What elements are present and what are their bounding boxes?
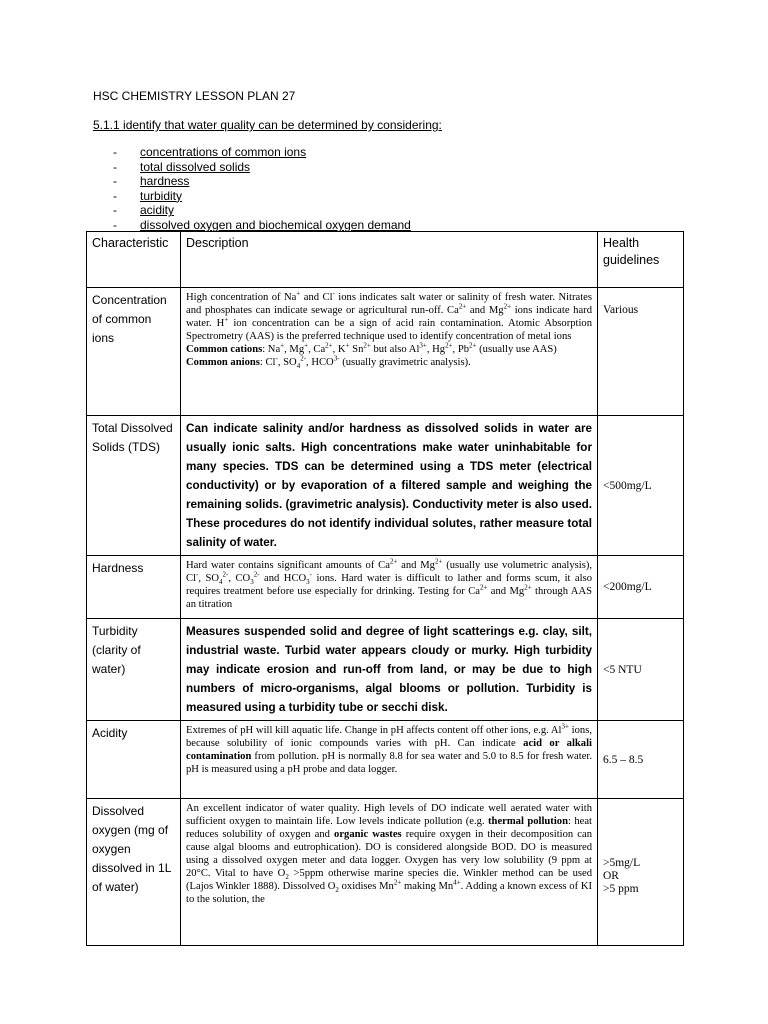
row-characteristic: Total Dissolved Solids (TDS) bbox=[87, 416, 181, 556]
table-row bbox=[87, 556, 684, 619]
row-characteristic: Dissolved oxygen (mg of oxygen dissolved in 1L of water) bbox=[87, 799, 181, 946]
section-heading: 5.1.1 identify that water quality can be determined by considering: bbox=[93, 118, 442, 132]
row-guideline: <200mg/L bbox=[598, 556, 684, 619]
row-characteristic: Turbidity (clarity of water) bbox=[87, 619, 181, 721]
row-description: Measures suspended solid and degree of light scatterings e.g. clay, silt, industrial waste. Turbid water appears cloudy or murky. High turbidity may indicate erosion and run-off from land, or may be due to high numbers of micro-organisms, algal blooms or pollution. Turbidity is measured using a turbidity tube or secchi disk. bbox=[181, 619, 598, 721]
table-row bbox=[87, 619, 684, 721]
table-row bbox=[87, 799, 684, 946]
row-characteristic: Acidity bbox=[87, 721, 181, 799]
list-item: - acidity bbox=[113, 203, 175, 218]
row-description: Extremes of pH will kill aquatic life. Change in pH affects content off other ions, e.g. $Al^{3+}$ ions, because solubility of ionic compounds varies with pH. Can indicate acid or alkali contamination from pollution. pH is normally 8.8 for sea water and 5.0 to 8.5 for fresh water. pH is measured using a pH probe and data logger. bbox=[181, 721, 598, 799]
row-guideline: <5 NTU bbox=[598, 619, 684, 721]
table-row bbox=[87, 416, 684, 556]
table-header-row bbox=[87, 232, 684, 288]
header-characteristic: Characteristic bbox=[87, 232, 181, 288]
list-item: - dissolved oxygen and biochemical oxygen demand bbox=[113, 217, 411, 232]
row-guideline: Various bbox=[598, 288, 684, 416]
row-characteristic: Hardness bbox=[87, 556, 181, 619]
criteria-list bbox=[113, 145, 411, 233]
row-guideline: >5mg/L OR >5 ppm bbox=[598, 799, 684, 946]
table-row bbox=[87, 288, 684, 416]
list-item: - hardness bbox=[113, 174, 190, 189]
table-row bbox=[87, 721, 684, 799]
row-guideline: 6.5 – 8.5 bbox=[598, 721, 684, 799]
row-description: High concentration of Na+ and Cl- ions indicates salt water or salinity of fresh water. Nitrates and phosphates can indicate sewage or agricultural run-off. $Ca^{2+}$ and $Mg^{2+}$ ions indicate hard water. H+ ion concentration can be a sign of acid rain contamination. Atomic Absorption Spectrometry (AAS) is the preferred technique used to identify concentration of metal ions Common cations: Na+, Mg+, $Ca^{2+}$, K+ $Sn^{2+}$ but also $Al^{3+}$, $Hg^{2+}$, $Pb^{2+}$ (usually use AAS) Common anions: Cl-, $SO_4^{2-}$, $HCO^{3-}$ (usually gravimetric analysis). bbox=[181, 288, 598, 416]
row-guideline: <500mg/L bbox=[598, 416, 684, 556]
page-title: HSC CHEMISTRY LESSON PLAN 27 bbox=[93, 89, 296, 103]
row-description: Can indicate salinity and/or hardness as dissolved solids in water are usually ionic salts. High concentrations make water uninhabitable for many species. TDS can be determined using a TDS meter (electrical conductivity) or by evaporation of a filtered sample and weighing the remaining solids. (gravimetric analysis). Conductivity meter is also used. These procedures do not identify individual solutes, rather measure total salinity of water. bbox=[181, 416, 598, 556]
header-health-guidelines: Health guidelines bbox=[598, 232, 684, 288]
list-item: - total dissolved solids bbox=[113, 159, 251, 174]
row-characteristic: Concentration of common ions bbox=[87, 288, 181, 416]
list-item: - turbidity bbox=[113, 188, 183, 203]
list-item: - concentrations of common ions bbox=[113, 145, 307, 159]
row-description: Hard water contains significant amounts of $Ca^{2+}$ and $Mg^{2+}$ (usually use volumetric analysis), Cl-, $SO_4^{2-}$, $CO_3^{2-}$ and $HCO_3^-$ ions. Hard water is difficult to lather and forms scum, it also requires treatment before use especially for drinking. Testing for $Ca^{2+}$ and $Mg^{2+}$ through AAS an titration bbox=[181, 556, 598, 619]
row-description: An excellent indicator of water quality. High levels of DO indicate well aerated water with sufficient oxygen to maintain life. Low levels indicate pollution (e.g. thermal pollution: heat reduces solubility of oxygen and organic wastes require oxygen in their decomposition can cause algal blooms and eutrophication). DO is considered alongside BOD. DO is measured using a dissolved oxygen meter and data logger. Oxygen has very low solubility (9 ppm at 20°C. Vital to have $O_2 >5ppm$ otherwise marine species die. Winkler method can be used (Lajos Winkler 1888). Dissolved $O_2$ oxidises $Mn^{2+}$ making $Mn^{4+}$. Adding a known excess of KI to the solution, the bbox=[181, 799, 598, 946]
water-quality-table bbox=[86, 231, 684, 946]
header-description: Description bbox=[181, 232, 598, 288]
